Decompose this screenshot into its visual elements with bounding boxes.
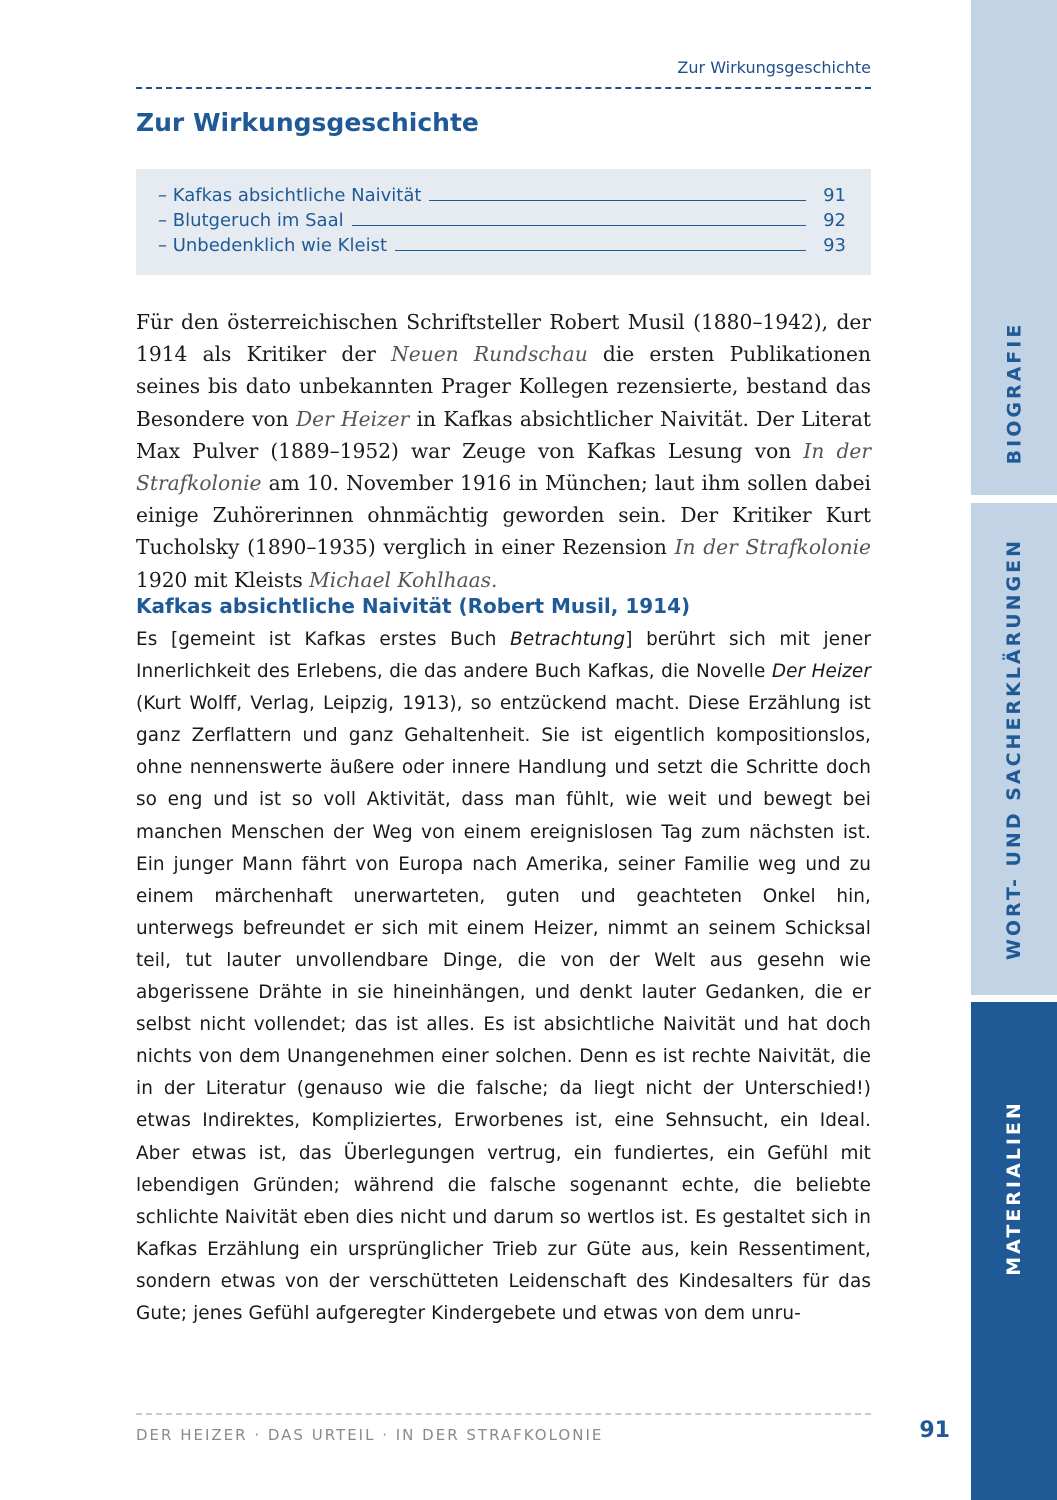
tab-label: WORT- UND SACHERKLÄRUNGEN <box>1003 537 1025 961</box>
tab-label: BIOGRAFIE <box>1003 321 1026 464</box>
toc-entry[interactable] <box>158 207 846 231</box>
intro-paragraph: Für den österreichischen Schriftsteller Robert Musil (1880–1942), der 1914 als Kritiker der Neuen Rundschau die ersten Publikationen seines bis dato unbekannten Prager Kollegen rezensierte, bestand das Besondere von Der Heizer in Kafkas absichtlicher Naivität. Der Literat Max Pulver (1889–1952) war Zeuge von Kafkas Lesung von In der Strafkolonie am 10. November 1916 in München; laut ihm sollen dabei einige Zuhörerinnen ohnmächtig geworden sein. Der Kritiker Kurt Tucholsky (1890–1935) verglich in einer Rezension In der Strafkolonie 1920 mit Kleists Michael Kohlhaas. <box>136 310 871 592</box>
toc-box <box>136 169 871 275</box>
toc-leader-line <box>352 225 806 226</box>
tab-wort-und-sacherklaerungen[interactable] <box>971 503 1057 995</box>
running-header: Zur Wirkungsgeschichte <box>677 58 871 77</box>
toc-leader-line <box>395 250 806 251</box>
toc-entry-label: – Unbedenklich wie Kleist <box>158 235 387 256</box>
tab-materialien[interactable] <box>971 1002 1057 1500</box>
footer-book-title: DER HEIZER · DAS URTEIL · IN DER STRAFKOLONIE <box>136 1426 604 1444</box>
section-title: Zur Wirkungsgeschichte <box>136 108 479 137</box>
tab-label: MATERIALIEN <box>1003 1100 1026 1276</box>
toc-entry-label: – Blutgeruch im Saal <box>158 210 344 231</box>
toc-entry-page: 93 <box>823 235 846 256</box>
page-number: 91 <box>919 1418 950 1443</box>
toc-entry[interactable] <box>158 232 846 256</box>
header-rule <box>136 87 871 89</box>
tab-biografie[interactable] <box>971 0 1057 495</box>
toc-entry-page: 91 <box>823 185 846 206</box>
toc-entry-label: – Kafkas absichtliche Naivität <box>158 185 422 206</box>
toc-entry-page: 92 <box>823 210 846 231</box>
quote-paragraph: Es [gemeint ist Kafkas erstes Buch Betrachtung] berührt sich mit jener Innerlichkeit des Erlebens, die das andere Buch Kafkas, die Novelle Der Heizer (Kurt Wolff, Verlag, Leipzig, 1913), so entzückend macht. Diese Erzählung ist ganz Zerflattern und ganz Gehaltenheit. Sie ist eigentlich kompositionslos, ohne nennenswerte äußere oder innere Handlung und setzt die Schritte doch so eng und ist so voll Aktivität, dass man fühlt, wie weit und bewegt bei manchen Menschen der Weg von einem ereignislosen Tag zum nächsten ist. Ein junger Mann fährt von Europa nach Amerika, seiner Familie weg und zu einem märchenhaft unerwarteten, guten und geachteten Onkel hin, unterwegs befreundet er sich mit einem Heizer, nimmt an seinem Schicksal teil, tut lauter unvollendbare Dinge, die von der Welt aus gesehn wie abgerissene Drähte in sie hineinhängen, und denkt lauter Gedanken, die er selbst nicht vollendet; das ist alles. Es ist absichtliche Naivität und hat doch nichts von dem Unangenehmen einer solchen. Denn es ist rechte Naivität, die in der Literatur (genauso wie die falsche; da liegt nicht der Unterschied!) etwas Indirektes, Kompliziertes, Erworbenes ist, eine Sehnsucht, ein Ideal. Aber etwas ist, das Überlegungen vertrug, ein fundiertes, ein Gefühl mit lebendigen Gründen; während die falsche sogenannt echte, die beliebte schlichte Naivität eben dies nicht und darum so wertlos ist. Es gestaltet sich in Kafkas Erzählung ein ursprünglicher Trieb zur Güte aus, kein Ressentiment, sondern etwas von der verschütteten Leidenschaft des Kindesalters für das Gute; jenes Gefühl aufgeregter Kindergebete und etwas von dem unru- <box>136 629 871 1324</box>
toc-entry[interactable] <box>158 182 846 206</box>
toc-leader-line <box>429 200 806 201</box>
subsection-title: Kafkas absichtliche Naivität (Robert Musil, 1914) <box>136 594 691 618</box>
footer-rule <box>136 1413 871 1415</box>
